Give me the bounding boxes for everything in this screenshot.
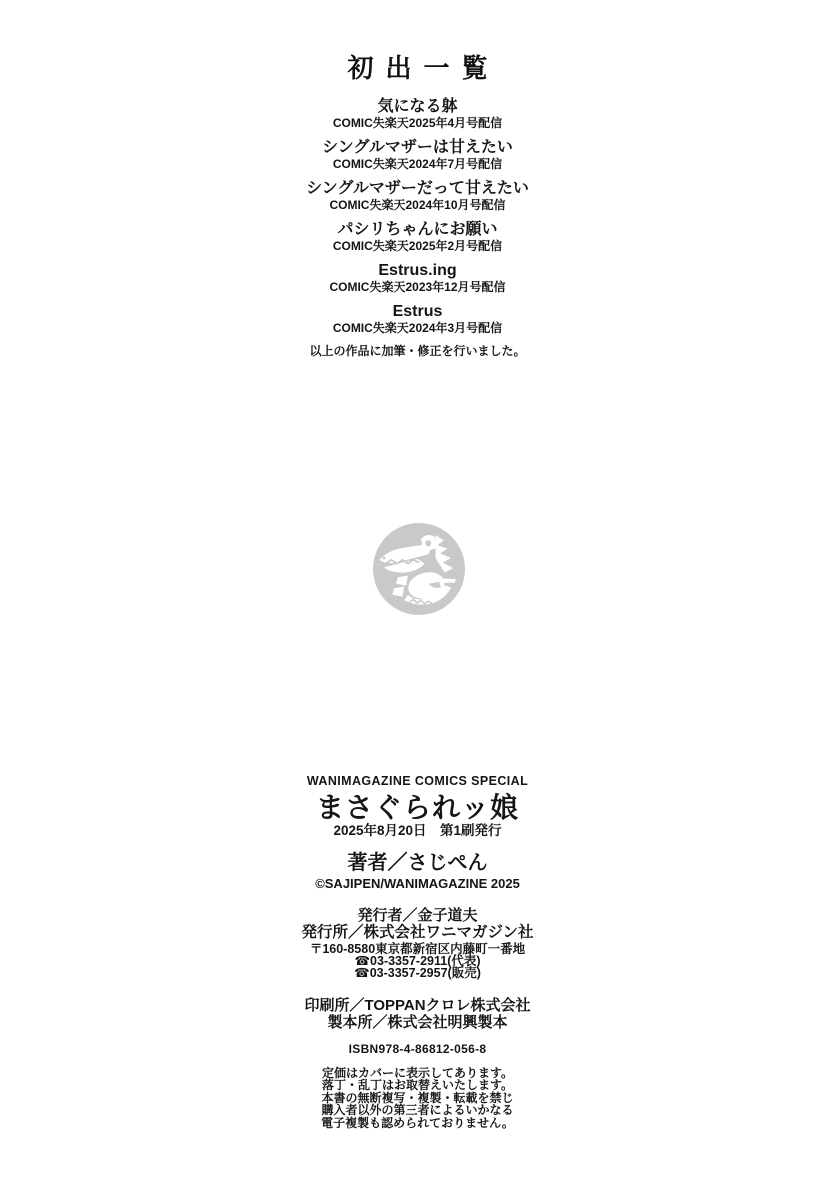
publication-entry xyxy=(0,303,835,335)
publisher-address: 〒160-8580東京都新宿区内藤町一番地 xyxy=(309,942,526,956)
phone-main: ☎03-3357-2911(代表) xyxy=(354,954,481,968)
notice-line: 本書の無断複写・複製・転載を禁じ xyxy=(321,1090,514,1105)
notice-line: 定価はカバーに表示してあります。 xyxy=(321,1066,514,1080)
work-title: 気になる躰 xyxy=(377,98,458,115)
printer-line: 印刷所／TOPPANクロレ株式会社 xyxy=(304,997,531,1014)
work-title: シングルマザーは甘えたい xyxy=(322,139,513,156)
work-publication-info: COMIC失楽天2025年2月号配信 xyxy=(332,239,503,253)
publication-entries xyxy=(0,98,835,335)
notice-line: 電子複製も認められておりません。 xyxy=(321,1115,514,1130)
wanimagazine-crocodile-logo-icon xyxy=(373,523,465,615)
first-publication-list xyxy=(0,52,835,358)
phone-sales: ☎03-3357-2957(販売) xyxy=(354,966,481,980)
isbn-line: ISBN978-4-86812-056-8 xyxy=(348,1042,487,1056)
publication-entry xyxy=(0,180,835,212)
edition-line: 2025年8月20日 第1刷発行 xyxy=(333,823,502,838)
work-title: Estrus.ing xyxy=(378,262,457,279)
publisher-company: 発行所／株式会社ワニマガジン社 xyxy=(301,924,534,941)
copyright-line: ©SAJIPEN/WANIMAGAZINE 2025 xyxy=(315,876,520,891)
work-publication-info: COMIC失楽天2024年7月号配信 xyxy=(332,157,503,171)
work-title: シングルマザーだって甘えたい xyxy=(306,180,529,197)
binder-line: 製本所／株式会社明興製本 xyxy=(327,1014,508,1031)
imprint-label: WANIMAGAZINE COMICS SPECIAL xyxy=(306,774,529,788)
book-title: まさぐられッ娘 xyxy=(315,792,519,823)
work-publication-info: COMIC失楽天2024年10月号配信 xyxy=(329,198,506,212)
publication-entry xyxy=(0,221,835,253)
author-line: 著者／さじぺん xyxy=(347,852,488,874)
work-publication-info: COMIC失楽天2025年4月号配信 xyxy=(332,116,503,130)
work-publication-info: COMIC失楽天2024年3月号配信 xyxy=(332,321,503,335)
work-publication-info: COMIC失楽天2023年12月号配信 xyxy=(329,280,506,294)
publication-entry xyxy=(0,98,835,130)
work-title: Estrus xyxy=(392,303,443,320)
publisher-block xyxy=(0,908,835,979)
legal-notices xyxy=(0,1067,835,1129)
notice-line: 落丁・乱丁はお取替えいたします。 xyxy=(321,1078,514,1093)
publication-entry xyxy=(0,262,835,294)
publisher-person: 発行者／金子道夫 xyxy=(357,907,478,924)
notice-line: 購入者以外の第三者によるいかなる xyxy=(321,1103,514,1118)
printing-block xyxy=(0,997,835,1031)
work-title: パシリちゃんにお願い xyxy=(337,221,498,238)
revision-note: 以上の作品に加筆・修正を行いました。 xyxy=(309,344,526,358)
publication-entry xyxy=(0,139,835,171)
colophon-section xyxy=(0,775,835,1129)
first-publication-heading: 初出一覧 xyxy=(347,53,500,83)
